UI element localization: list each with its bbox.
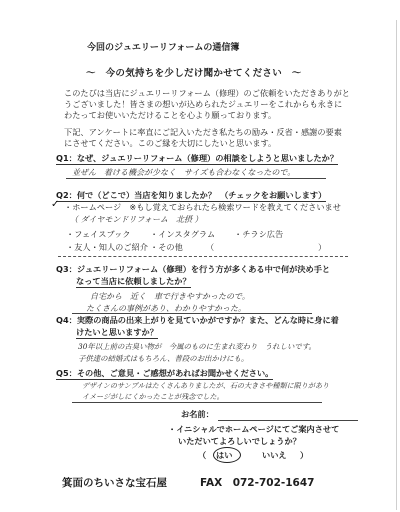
shop-name: 箕面のちいさな宝石屋 [62,477,167,489]
consent-no-option[interactable]: いいえ [262,450,287,460]
other-paren-open: （ [206,242,215,252]
consent-yes-option[interactable]: はい [216,450,233,460]
intro-line: うございました！皆さまの想いが込められたジュエリーをこれからも永きに [64,99,343,109]
question-5-answer: デザインのサンプルはたくさんありましたが、石の大きさや種類に限りがあり [82,381,330,390]
scan-edge [396,20,397,510]
document-title: 今回のジュエリーリフォームの通信簿 [87,43,240,53]
question-1-answer: 並ぜん 着ける機会が少なく サイズも合わなくなったので。 [72,168,296,177]
question-4-answer: 30年以上前の古臭い物が 今風のものに生まれ変わり うれしいです。 [78,342,316,351]
option-friends-label: 友人・知人のご紹介 [74,242,148,252]
consent-question-line1: ・イニシャルでホームページにてご案内させて [168,424,340,434]
search-word-answer: （ ダイヤモンドリフォーム 北摂 ） [70,215,203,224]
name-field[interactable] [218,420,358,421]
question-3-label-line2: なって当店に依頼しましたか？ [76,276,191,286]
question-4-label-line2: けたいと思いますか？ [76,327,158,337]
question-4-answer: 子供達の結婚式はもちろん、普段のお出かけにも。 [78,354,249,363]
intro-line: にさせてください。このご縁を大切にしたいと思います。 [64,138,277,148]
document-subtitle: 〜 今の気持ちを少しだけ聞かせてください 〜 [86,68,302,79]
question-5-answer: イメージがしにくかったことが残念でした。 [82,392,224,401]
option-flyer-label: チラシ広告 [242,229,284,239]
option-other[interactable]: ・その他 [150,242,183,252]
question-3-label-line1: Q3：ジュエリーリフォーム（修理）を行う方が多くある中で何が決め手と [56,264,331,274]
question-2-label: Q2：何で（どこで）当店を知りましたか？ （チェックをお願いします） [56,190,327,200]
option-other-label: その他 [158,242,183,252]
question-3-answer: 自宅から 近く 車で行きやすかったので。 [90,292,250,301]
name-label: お名前： [181,409,214,419]
checkmark-icon: ✓ [51,199,60,210]
option-homepage[interactable]: ・ホームページ ※もし覚えておられたら検索ワードを教えてくださいませ [64,202,341,212]
intro-line: 下記、アンケートに率直にご記入いただき私たちの励み・反省・感謝の要素 [64,127,342,137]
fax-number: FAX 072-702-1647 [200,477,315,489]
question-1-label: Q1：なぜ、ジュエリーリフォーム（修理）の相談をしようと思いましたか？ [56,153,339,163]
option-facebook-label: フェイスブック [74,229,131,239]
answer-line [72,402,322,403]
option-facebook[interactable]: ・フェイスブック [66,229,131,239]
option-friends[interactable]: ・友人・知人のご紹介 [66,242,148,252]
question-4-label-line1: Q4：実際の商品の出来上がりを見ていかがですか？また、どんな時に身に着 [56,315,339,325]
consent-question-line2: いただいてよろしいでしょうか？ [178,436,301,446]
option-flyer[interactable]: ・チラシ広告 [234,229,284,239]
consent-paren-open: （ [198,450,207,460]
consent-paren-close: ） [300,450,309,460]
other-paren-close: ） [318,242,327,252]
intro-line: わたってお使いいただけることを心より願っております。 [64,110,277,120]
option-instagram[interactable]: ・インスタグラム [150,229,216,239]
question-5-label: Q5：その他、ご意見・ご感想があればお聞かせください。 [56,368,274,378]
answer-line [72,313,312,314]
dashed-divider [58,256,348,257]
option-instagram-label: インスタグラム [158,229,216,239]
intro-line: このたびは当店にジュエリーリフォーム（修理）のご依頼をいただきありがと [64,88,350,98]
answer-line [66,178,326,179]
selected-circle-mark [213,447,241,463]
question-3-answer: たくさんの事例があり、わかりやすかった。 [86,304,246,313]
option-homepage-label: ホームページ ※もし覚えておられたら検索ワードを教えてくださいませ [72,202,341,212]
